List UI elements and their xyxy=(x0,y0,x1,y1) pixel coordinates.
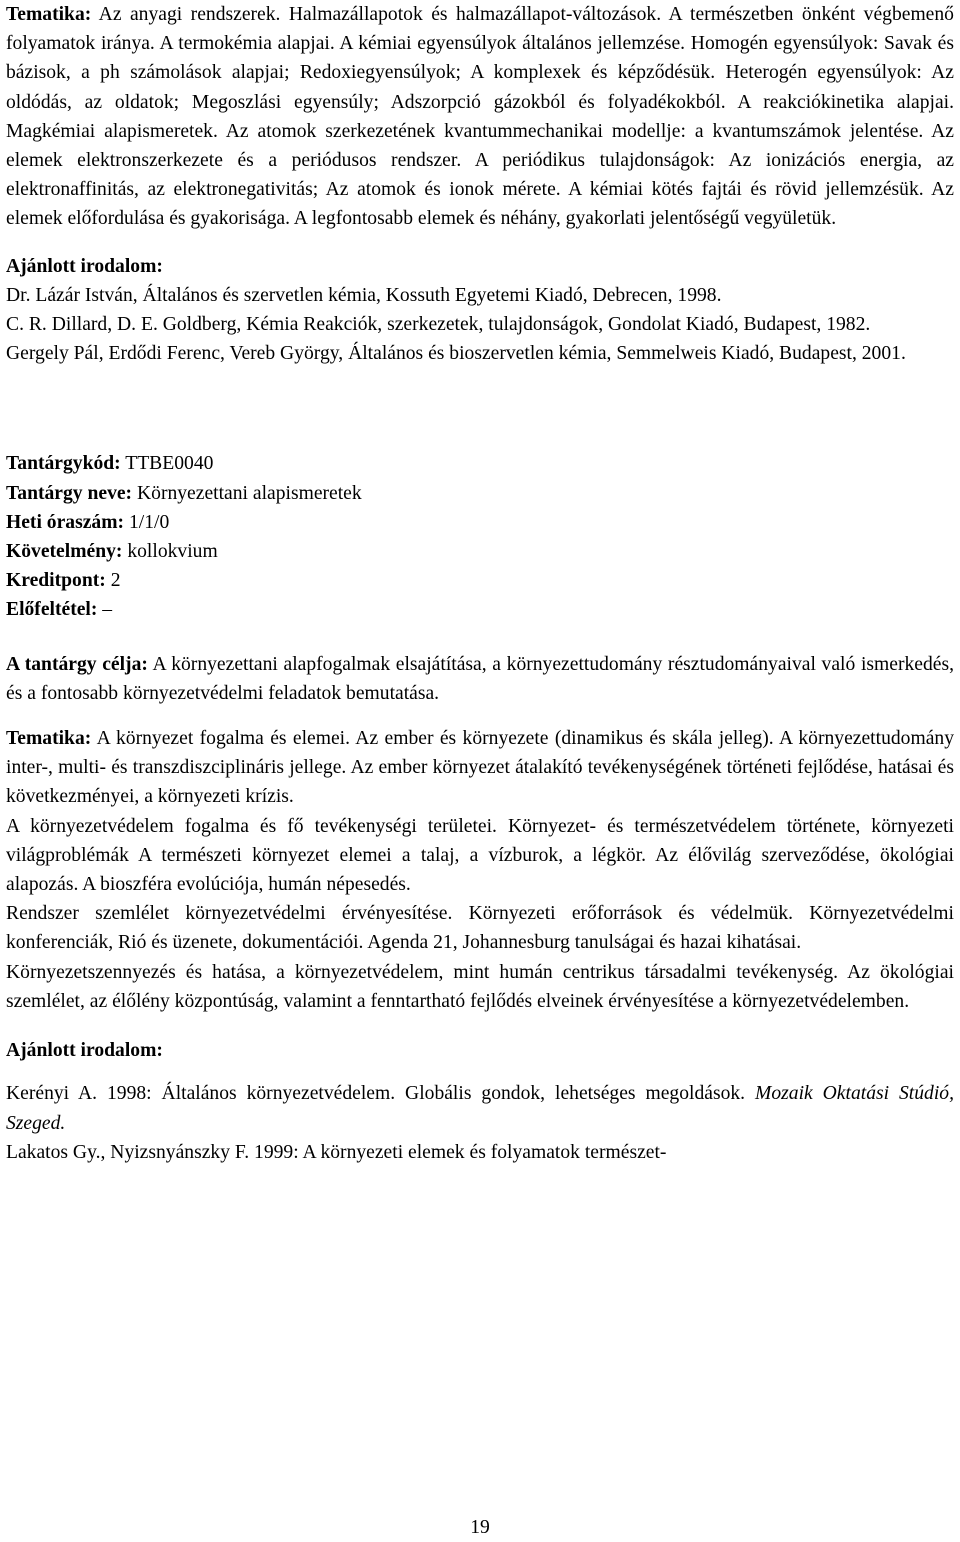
credit-row xyxy=(6,566,954,595)
course-info xyxy=(6,449,954,624)
page-number: 19 xyxy=(470,1517,490,1538)
credit-value: 2 xyxy=(105,570,121,592)
literature-item: Dr. Lázár István, Általános és szervetlen kémia, Kossuth Egyetemi Kiadó, Debrecen, 1998. xyxy=(6,284,722,306)
weekly-hours-row xyxy=(6,508,954,537)
course-goal-text: A környezettani alapfogalmak elsajátítása, a környezettudomány résztudományaival való ismerkedés, és a fontosabb környezetvédelmi feladatok bemutatása. xyxy=(6,653,954,704)
course-goal xyxy=(6,650,954,708)
course-name-label: Tantárgy neve: xyxy=(6,482,133,504)
course-topic-text: A környezet fogalma és elemei. Az ember és környezete (dinamikus és skála jelleg). A környezettudomány inter-, multi- és transzdiszciplináris jellege. Az ember környezet átalakító tevékenységének történeti fejlődése, hatásai és következményei, a környezeti krízis. xyxy=(6,728,954,808)
course-topic-paragraph: Környezetszennyezés és hatása, a környezetvédelem, mint humán centrikus társadalmi tevékenység. Az ökológiai szemlélet, az élőlény központúság, valamint a fenntartható fejlődés elveinek érvényesítése a környezetvédelemben. xyxy=(6,961,954,1012)
document-page xyxy=(6,0,954,1167)
course-goal-label: A tantárgy célja: xyxy=(6,653,148,675)
requirement-row xyxy=(6,537,954,566)
literature-item: Gergely Pál, Erdődi Ferenc, Vereb György, Általános és bioszervetlen kémia, Semmelweis Kiadó, Budapest, 2001. xyxy=(6,343,906,365)
weekly-hours-value: 1/1/0 xyxy=(124,511,170,533)
literature-item xyxy=(6,1079,954,1137)
course-topic-label: Tematika: xyxy=(6,728,92,750)
literature-heading-1: Ajánlott irodalom: xyxy=(6,255,163,277)
course-topic-paragraph: Rendszer szemlélet környezetvédelmi érvényesítése. Környezeti erőforrások és védelmük. Környezetvédelmi konferenciák, Rió és üzenete, dokumentációi. Agenda 21, Johannesburg tanulságai és hazai kihatásai. xyxy=(6,903,954,954)
course-name-value: Környezettani alapismeretek xyxy=(132,482,362,504)
credit-label: Kreditpont: xyxy=(6,570,106,592)
literature-heading-2: Ajánlott irodalom: xyxy=(6,1040,163,1062)
course-code-value: TTBE0040 xyxy=(120,453,214,475)
topic-label-1: Tematika: xyxy=(6,4,92,25)
course-code-label: Tantárgykód: xyxy=(6,453,121,475)
literature-item-publisher: Mozaik Oktatási Stúdió, Szeged. xyxy=(6,1083,954,1134)
literature-item-main: Kerényi A. 1998: Általános környezetvédelem. Globális gondok, lehetséges megoldások. xyxy=(6,1083,746,1105)
prerequisite-label: Előfeltétel: xyxy=(6,599,98,621)
course-code-row xyxy=(6,449,954,478)
literature-item: Lakatos Gy., Nyizsnyánszky F. 1999: A környezeti elemek és folyamatok természet- xyxy=(6,1141,667,1163)
course-name-row xyxy=(6,479,954,508)
topic-text-1: Az anyagi rendszerek. Halmazállapotok és halmazállapot-változások. A természetben önként végbemenő folyamatok iránya. A termokémia alapjai. A kémiai egyensúlyok általános jellemzése. Homogén egyensúlyok: Savak és bázisok, a ph számolások alapjai; Redoxiegyensúlyok; A komplexek és képződésük. Heterogén egyensúlyok: Az oldódás, az oldatok; Megoszlási egyensúly; Adszorpció gázokból és folyadékokból. A reakciókinetika alapjai. Magkémiai alapismeretek. Az atomok szerkezetének kvantummechanikai modellje: a kvantumszámok jelentése. Az elemek elektronszerkezete és a periódusos rendszer. A periódikus tulajdonságok: Az ionizációs energia, az elektronaffinitás, az elektronegativitás; Az atomok és ionok mérete. A kémiai kötés fajtái és rövid jellemzésük. Az elemek előfordulása és gyakorisága. A legfontosabb elemek és néhány, gyakorlati jelentőségű vegyületük. xyxy=(6,4,954,230)
topic-paragraph-1 xyxy=(6,0,954,234)
literature-item: C. R. Dillard, D. E. Goldberg, Kémia Reakciók, szerkezetek, tulajdonságok, Gondolat Kiadó, Budapest, 1982. xyxy=(6,314,871,336)
prerequisite-value: – xyxy=(97,599,113,621)
course-topic-paragraph: A környezetvédelem fogalma és fő tevékenységi területei. Környezet- és természetvédelem története, környezeti világproblémák A természeti környezet elemei a talaj, a vízburok, a légkör. Az élővilág szerveződése, ökológiai alapozás. A bioszféra evolúciója, humán népesedés. xyxy=(6,815,954,896)
prerequisite-row xyxy=(6,595,954,624)
weekly-hours-label: Heti óraszám: xyxy=(6,511,125,533)
requirement-label: Követelmény: xyxy=(6,541,123,563)
course-topic-paragraph xyxy=(6,724,954,812)
requirement-value: kollokvium xyxy=(122,541,218,563)
